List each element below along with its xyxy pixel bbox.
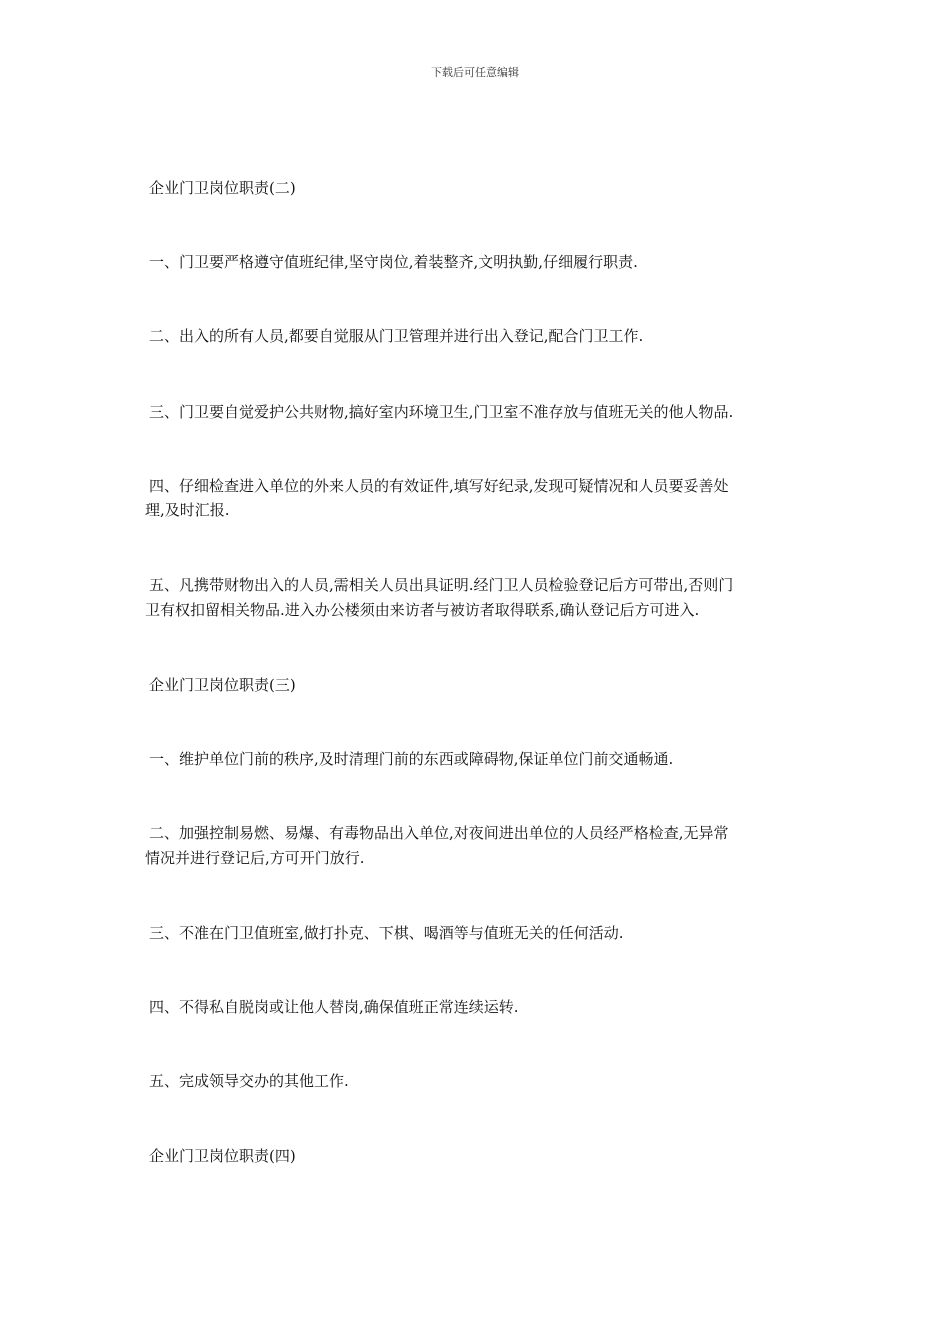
paragraph-line: 一、维护单位门前的秩序,及时清理门前的东西或障碍物,保证单位门前交通畅通. [149,750,674,768]
paragraph-line-continued: 理,及时汇报. [145,501,230,519]
paragraph-line: 二、加强控制易燃、易爆、有毒物品出入单位,对夜间进出单位的人员经严格检查,无异常 [149,824,729,842]
paragraph-line: 二、出入的所有人员,都要自觉服从门卫管理并进行出入登记,配合门卫工作. [149,327,644,345]
section-title: 企业门卫岗位职责(四) [149,1147,296,1165]
page-header-note: 下载后可任意编辑 [431,66,519,79]
paragraph-line: 四、仔细检查进入单位的外来人员的有效证件,填写好纪录,发现可疑情况和人员要妥善处 [149,477,729,495]
paragraph-line: 三、不准在门卫值班室,做打扑克、下棋、喝酒等与值班无关的任何活动. [149,924,624,942]
section-title: 企业门卫岗位职责(三) [149,676,296,694]
paragraph-line: 五、凡携带财物出入的人员,需相关人员出具证明.经门卫人员检验登记后方可带出,否则门 [149,576,734,594]
paragraph-line-continued: 情况并进行登记后,方可开门放行. [145,849,365,867]
paragraph-line-continued: 卫有权扣留相关物品.进入办公楼须由来访者与被访者取得联系,确认登记后方可进入. [145,601,700,619]
section-title: 企业门卫岗位职责(二) [149,179,296,197]
paragraph-line: 三、门卫要自觉爱护公共财物,搞好室内环境卫生,门卫室不准存放与值班无关的他人物品. [149,403,734,421]
paragraph-line: 五、完成领导交办的其他工作. [149,1072,349,1090]
paragraph-line: 一、门卫要严格遵守值班纪律,坚守岗位,着装整齐,文明执勤,仔细履行职责. [149,253,638,271]
paragraph-line: 四、不得私自脱岗或让他人替岗,确保值班正常连续运转. [149,998,519,1016]
